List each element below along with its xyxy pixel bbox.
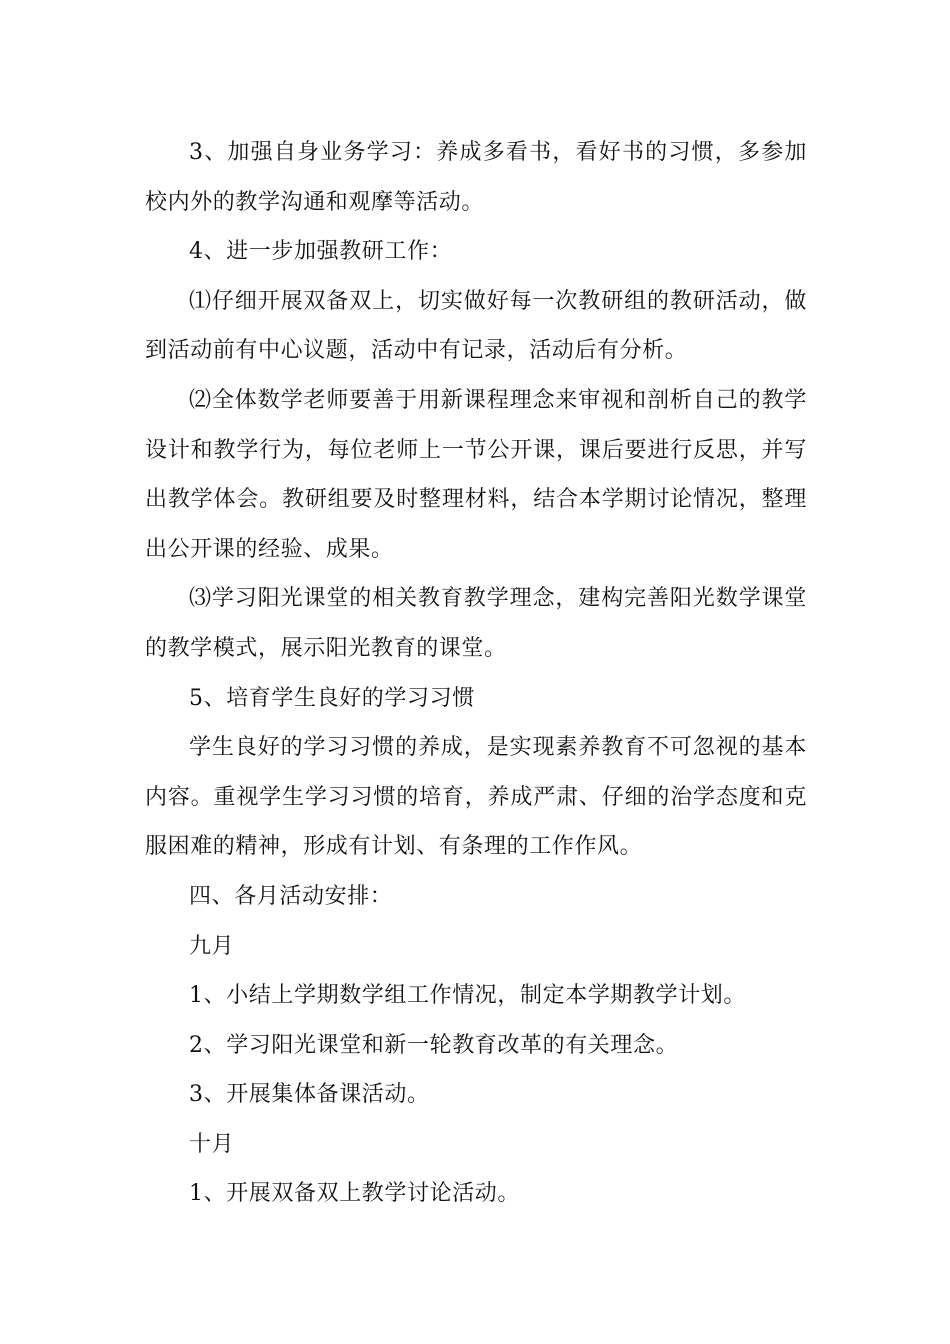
document-body xyxy=(145,128,807,1219)
paragraph-study: 3、加强自身业务学习：养成多看书，看好书的习惯，多参加校内外的教学沟通和观摩等活动。 xyxy=(145,140,807,215)
month-heading-september: 九月 xyxy=(189,933,235,959)
list-item: 2、学习阳光课堂和新一轮教育改革的有关理念。 xyxy=(189,1032,679,1058)
month-heading-october: 十月 xyxy=(189,1131,235,1157)
paragraph-research-item-3: ⑶学习阳光课堂的相关教育教学理念，建构完善阳光数学课堂的教学模式，展示阳光教育的课堂。 xyxy=(145,586,807,661)
paragraph-research-item-1: ⑴仔细开展双备双上，切实做好每一次教研组的教研活动，做到活动前有中心议题，活动中有记录，活动后有分析。 xyxy=(145,288,807,364)
list-item: 3、开展集体备课活动。 xyxy=(189,1082,430,1108)
paragraph-research-heading: 4、进一步加强教研工作： xyxy=(189,239,453,265)
section-heading-monthly-plan: 四、各月活动安排： xyxy=(189,883,393,909)
list-item: 1、小结上学期数学组工作情况，制定本学期教学计划。 xyxy=(189,983,746,1009)
paragraph-habits-heading: 5、培育学生良好的学习习惯 xyxy=(189,685,475,711)
paragraph-habits-body: 学生良好的学习习惯的养成，是实现素养教育不可忽视的基本内容。重视学生学习习惯的培育，养成严肃、仔细的治学态度和克服困难的精神，形成有计划、有条理的工作作风。 xyxy=(145,735,807,860)
paragraph-research-item-2: ⑵全体数学老师要善于用新课程理念来审视和剖析自己的教学设计和教学行为，每位老师上一节公开课，课后要进行反思，并写出教学体会。教研组要及时整理材料，结合本学期讨论情况，整理出公开课的经验、成果。 xyxy=(145,387,807,562)
list-item: 1、开展双备双上教学讨论活动。 xyxy=(189,1181,520,1207)
